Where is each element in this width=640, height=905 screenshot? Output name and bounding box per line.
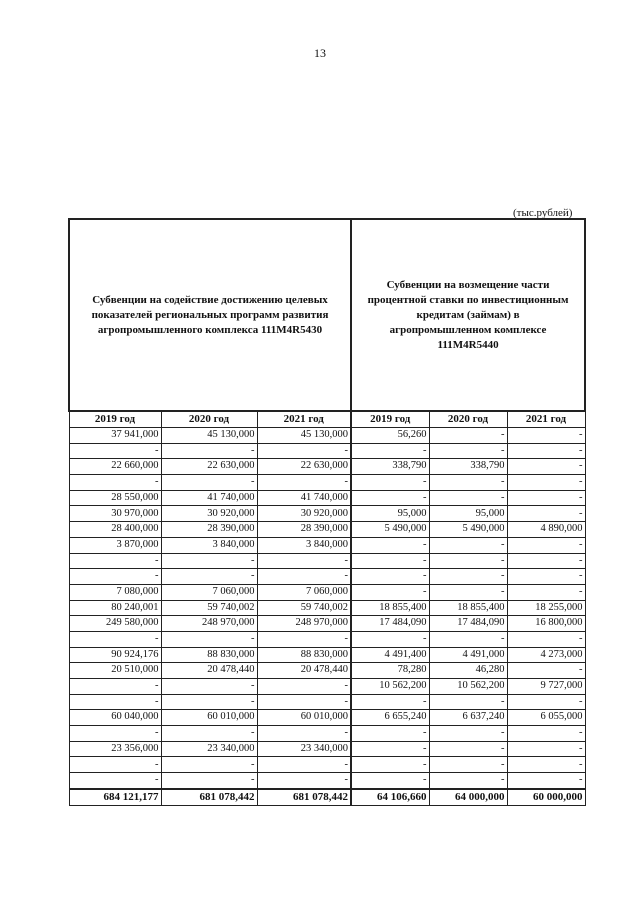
table-cell: - <box>351 490 429 506</box>
table-cell: - <box>257 694 351 710</box>
table-cell: - <box>69 631 161 647</box>
table-cell: - <box>69 773 161 789</box>
table-cell: 60 010,000 <box>257 710 351 726</box>
year-header: 2021 год <box>257 411 351 428</box>
table-cell: 59 740,002 <box>257 600 351 616</box>
table-cell: - <box>257 553 351 569</box>
year-header: 2021 год <box>507 411 585 428</box>
total-row <box>69 789 585 805</box>
table-row <box>69 553 585 569</box>
table-row <box>69 647 585 663</box>
total-cell: 681 078,442 <box>161 789 257 805</box>
table-cell: 95,000 <box>351 506 429 522</box>
table-cell: - <box>507 428 585 444</box>
table-cell: - <box>351 631 429 647</box>
table-cell: 249 580,000 <box>69 616 161 632</box>
table-cell: - <box>257 443 351 459</box>
table-cell: 3 840,000 <box>257 537 351 553</box>
table-cell: 5 490,000 <box>429 522 507 538</box>
table-cell: - <box>429 475 507 491</box>
table-cell: - <box>507 773 585 789</box>
table-cell: - <box>351 537 429 553</box>
table-cell: 23 340,000 <box>161 741 257 757</box>
table-row <box>69 663 585 679</box>
table-cell: - <box>429 773 507 789</box>
table-cell: - <box>257 726 351 742</box>
table-row <box>69 710 585 726</box>
table-cell: - <box>161 757 257 773</box>
table-cell: 56,260 <box>351 428 429 444</box>
table-cell: - <box>257 631 351 647</box>
year-header-row <box>69 411 585 428</box>
table-row <box>69 459 585 475</box>
table-row <box>69 584 585 600</box>
table-cell: - <box>429 631 507 647</box>
table-cell: - <box>69 443 161 459</box>
table-cell: - <box>351 757 429 773</box>
table-cell: - <box>351 475 429 491</box>
table-cell: 28 390,000 <box>257 522 351 538</box>
table-cell: - <box>161 694 257 710</box>
table-cell: - <box>507 506 585 522</box>
table-cell: 22 630,000 <box>161 459 257 475</box>
table-row <box>69 428 585 444</box>
table-row <box>69 490 585 506</box>
table-row <box>69 506 585 522</box>
table-cell: - <box>507 553 585 569</box>
table-cell: - <box>429 741 507 757</box>
total-cell: 681 078,442 <box>257 789 351 805</box>
table-row <box>69 694 585 710</box>
group-header-r5440: Субвенции на возмещение части процентной ставки по инвестиционным кредитам (займам) в агропромышленном комплексе 111M4R5440 <box>351 219 585 411</box>
table-cell: - <box>351 726 429 742</box>
table-cell: - <box>161 679 257 695</box>
table-cell: 7 060,000 <box>257 584 351 600</box>
table-cell: - <box>507 663 585 679</box>
table-cell: - <box>429 694 507 710</box>
table-cell: 60 010,000 <box>161 710 257 726</box>
total-cell: 64 106,660 <box>351 789 429 805</box>
table-cell: - <box>507 631 585 647</box>
table-cell: - <box>69 757 161 773</box>
table-cell: 22 660,000 <box>69 459 161 475</box>
table-row <box>69 522 585 538</box>
table-cell: - <box>507 741 585 757</box>
table-cell: 338,790 <box>429 459 507 475</box>
table-cell: - <box>507 569 585 585</box>
table-row <box>69 537 585 553</box>
table-row <box>69 679 585 695</box>
table-cell: - <box>351 584 429 600</box>
table-cell: 20 510,000 <box>69 663 161 679</box>
table-cell: 28 400,000 <box>69 522 161 538</box>
table-row <box>69 773 585 789</box>
table-cell: - <box>429 569 507 585</box>
table-cell: 248 970,000 <box>257 616 351 632</box>
table-cell: - <box>257 475 351 491</box>
table-cell: 30 970,000 <box>69 506 161 522</box>
table-cell: - <box>507 757 585 773</box>
table-cell: - <box>69 475 161 491</box>
year-header: 2020 год <box>161 411 257 428</box>
table-cell: - <box>69 726 161 742</box>
table-cell: - <box>429 757 507 773</box>
table-cell: 60 040,000 <box>69 710 161 726</box>
table-row <box>69 475 585 491</box>
table-cell: - <box>507 726 585 742</box>
table-cell: 23 356,000 <box>69 741 161 757</box>
table-cell: 41 740,000 <box>257 490 351 506</box>
year-header: 2019 год <box>351 411 429 428</box>
table-cell: - <box>507 443 585 459</box>
page-number: 13 <box>314 46 326 60</box>
table-cell: 10 562,200 <box>429 679 507 695</box>
table-row <box>69 600 585 616</box>
table-cell: - <box>507 475 585 491</box>
table-cell: - <box>429 726 507 742</box>
table-body <box>69 428 585 806</box>
table-cell: - <box>351 443 429 459</box>
table-cell: 4 890,000 <box>507 522 585 538</box>
total-cell: 64 000,000 <box>429 789 507 805</box>
table-cell: 4 491,000 <box>429 647 507 663</box>
table-cell: - <box>257 569 351 585</box>
table-cell: 3 870,000 <box>69 537 161 553</box>
table-cell: 22 630,000 <box>257 459 351 475</box>
table-cell: - <box>507 694 585 710</box>
table-cell: 20 478,440 <box>161 663 257 679</box>
table-cell: - <box>257 679 351 695</box>
table-cell: 16 800,000 <box>507 616 585 632</box>
table-cell: 7 080,000 <box>69 584 161 600</box>
table-cell: - <box>161 773 257 789</box>
table-cell: 6 637,240 <box>429 710 507 726</box>
table-cell: - <box>429 537 507 553</box>
table-cell: - <box>161 553 257 569</box>
table-cell: - <box>507 537 585 553</box>
table-cell: 78,280 <box>351 663 429 679</box>
table-row <box>69 726 585 742</box>
table-cell: 95,000 <box>429 506 507 522</box>
table-cell: 37 941,000 <box>69 428 161 444</box>
units-label: (тыс.рублей) <box>513 207 573 219</box>
table-cell: 45 130,000 <box>257 428 351 444</box>
table-cell: 28 390,000 <box>161 522 257 538</box>
table-cell: 28 550,000 <box>69 490 161 506</box>
table-cell: 18 855,400 <box>351 600 429 616</box>
table-cell: 6 055,000 <box>507 710 585 726</box>
year-header: 2019 год <box>69 411 161 428</box>
total-cell: 60 000,000 <box>507 789 585 805</box>
table-cell: - <box>351 741 429 757</box>
table-cell: - <box>429 428 507 444</box>
table-cell: 46,280 <box>429 663 507 679</box>
table-cell: - <box>161 443 257 459</box>
table-cell: - <box>257 757 351 773</box>
table-cell: 90 924,176 <box>69 647 161 663</box>
table-cell: - <box>69 553 161 569</box>
table-cell: - <box>161 475 257 491</box>
table-row <box>69 569 585 585</box>
table-cell: 45 130,000 <box>161 428 257 444</box>
table-row <box>69 443 585 459</box>
table-cell: - <box>507 490 585 506</box>
subsidy-table <box>68 218 586 806</box>
table-cell: 5 490,000 <box>351 522 429 538</box>
table-cell: 18 855,400 <box>429 600 507 616</box>
table-cell: 338,790 <box>351 459 429 475</box>
table-cell: - <box>161 631 257 647</box>
table-cell: 17 484,090 <box>429 616 507 632</box>
table-cell: - <box>257 773 351 789</box>
table-cell: 7 060,000 <box>161 584 257 600</box>
year-header: 2020 год <box>429 411 507 428</box>
table-row <box>69 616 585 632</box>
table-cell: - <box>69 569 161 585</box>
table-cell: 30 920,000 <box>161 506 257 522</box>
table-cell: - <box>429 584 507 600</box>
table-cell: - <box>507 459 585 475</box>
table-cell: - <box>429 553 507 569</box>
table-cell: - <box>161 569 257 585</box>
table-cell: - <box>429 490 507 506</box>
table-cell: - <box>351 694 429 710</box>
table-cell: - <box>161 726 257 742</box>
table-row <box>69 757 585 773</box>
table-cell: 17 484,090 <box>351 616 429 632</box>
table-row <box>69 631 585 647</box>
table-cell: 20 478,440 <box>257 663 351 679</box>
table-cell: - <box>69 694 161 710</box>
table-cell: - <box>507 584 585 600</box>
table-cell: 80 240,001 <box>69 600 161 616</box>
table-cell: - <box>351 553 429 569</box>
table-cell: 6 655,240 <box>351 710 429 726</box>
table-cell: 41 740,000 <box>161 490 257 506</box>
table-cell: 23 340,000 <box>257 741 351 757</box>
table-cell: 3 840,000 <box>161 537 257 553</box>
table-cell: 4 273,000 <box>507 647 585 663</box>
table-cell: 59 740,002 <box>161 600 257 616</box>
table-cell: 88 830,000 <box>257 647 351 663</box>
table-cell: 4 491,400 <box>351 647 429 663</box>
group-header-row <box>69 219 585 411</box>
table-cell: 248 970,000 <box>161 616 257 632</box>
table-cell: 18 255,000 <box>507 600 585 616</box>
table-cell: 30 920,000 <box>257 506 351 522</box>
table-row <box>69 741 585 757</box>
table-cell: - <box>351 569 429 585</box>
table-cell: 10 562,200 <box>351 679 429 695</box>
table-cell: - <box>69 679 161 695</box>
group-header-r5430: Субвенции на содействие достижению целевых показателей региональных программ развития агропромышленного комплекса 111M4R5430 <box>69 219 351 411</box>
table-cell: - <box>351 773 429 789</box>
table-cell: 9 727,000 <box>507 679 585 695</box>
table-cell: - <box>429 443 507 459</box>
table-cell: 88 830,000 <box>161 647 257 663</box>
total-cell: 684 121,177 <box>69 789 161 805</box>
